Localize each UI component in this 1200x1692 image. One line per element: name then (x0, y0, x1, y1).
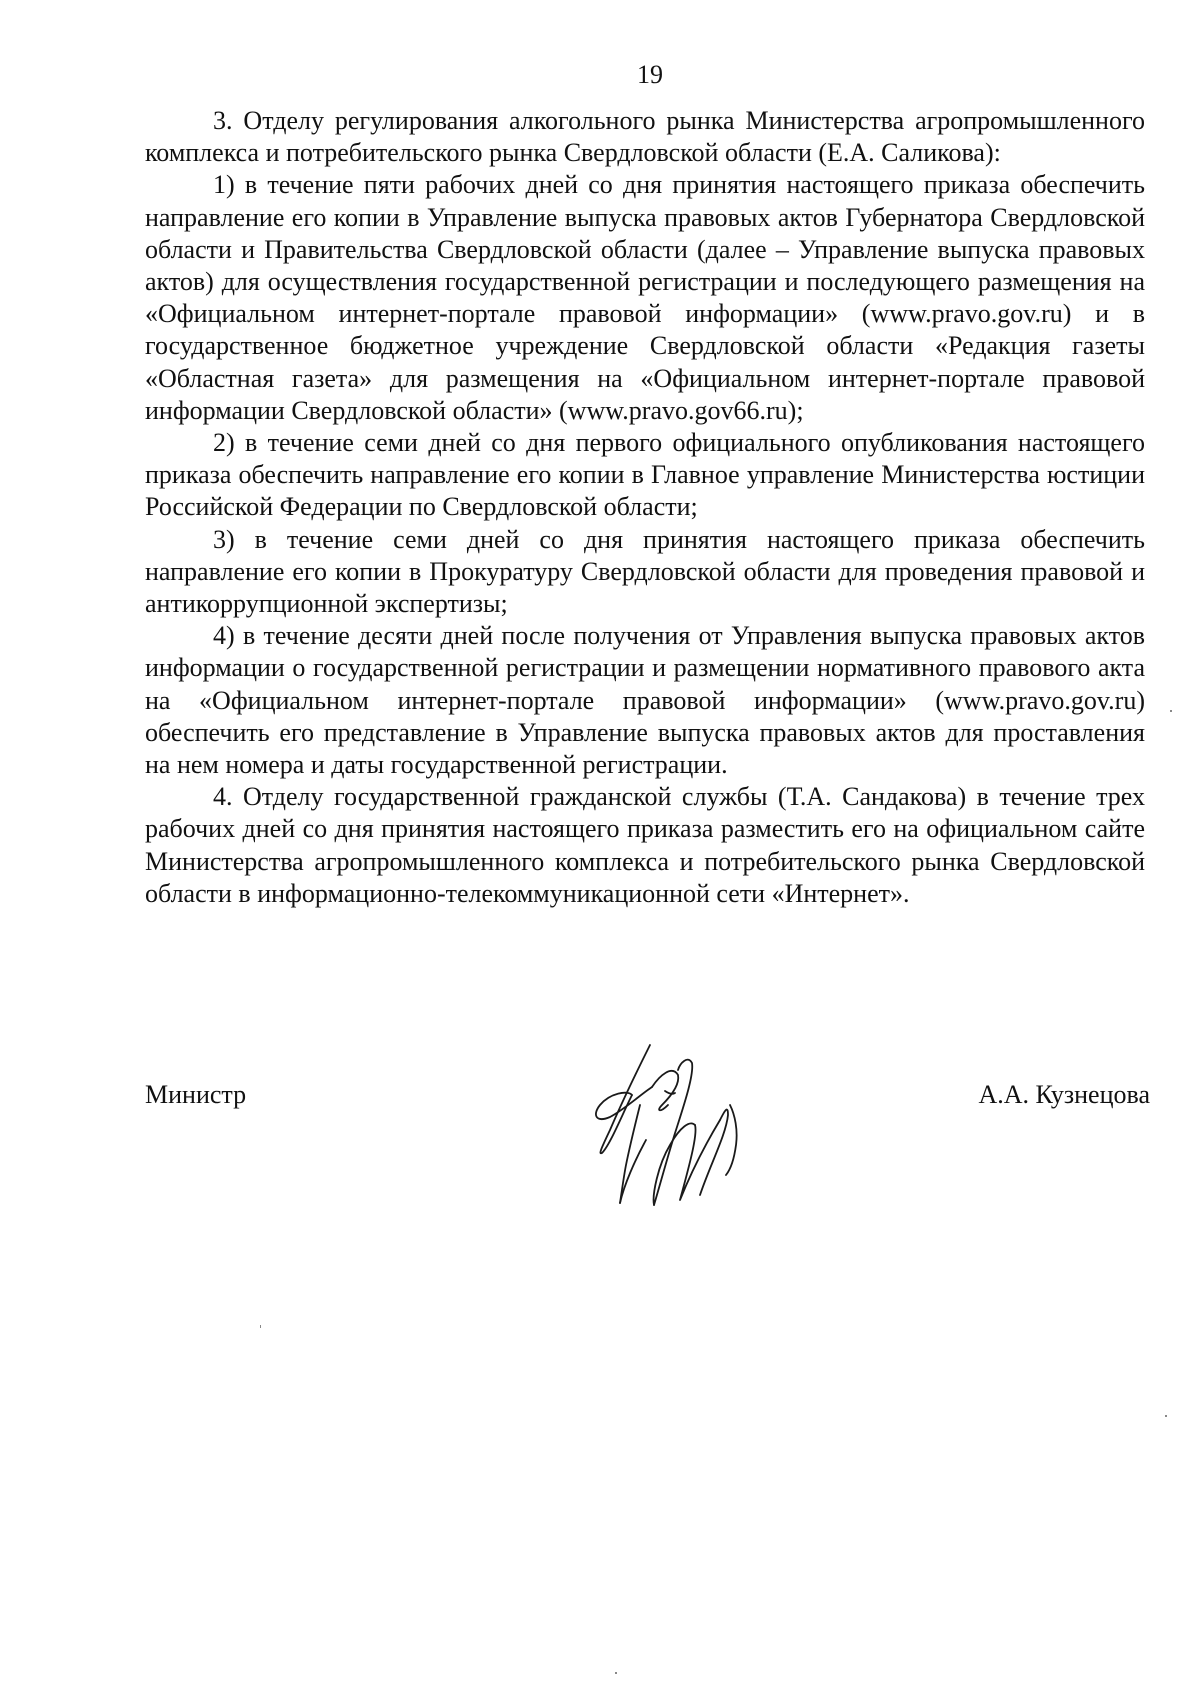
paragraph-section-4: 4. Отделу государственной гражданской службы (Т.А. Сандакова) в течение трех рабочих дней со дня принятия настоящего приказа разместить его на официальном сайте Министерства агропромышленного комплекса и потребительского рынка Свердловской области в информационно-телекоммуникационной сети «Интернет». (145, 782, 1145, 908)
document-body (145, 105, 1145, 910)
scan-speck (615, 1672, 617, 1674)
scan-speck (1165, 1415, 1167, 1417)
paragraph-item-2: 2) в течение семи дней со дня первого официального опубликования настоящего приказа обеспечить направление его копии в Главное управление Министерства юстиции Российской Федерации по Свердловской области; (145, 428, 1145, 522)
paragraph-item-1: 1) в течение пяти рабочих дней со дня принятия настоящего приказа обеспечить направление его копии в Управление выпуска правовых актов Губернатора Свердловской области и Правительства Свердловской области (далее – Управление выпуска правовых актов) для осуществления государственной регистрации и последующего размещения на «Официальном интернет-портале правовой информации» (www.pravo.gov.ru) и в государственное бюджетное учреждение Свердловской области «Редакция газеты «Областная газета» для размещения на «Официальном интернет-портале правовой информации Свердловской области» (www.pravo.gov66.ru); (145, 170, 1145, 425)
paragraph-item-4: 4) в течение десяти дней после получения от Управления выпуска правовых актов информации о государственной регистрации и размещении нормативного правового акта на «Официальном интернет-портале правовой информации» (www.pravo.gov.ru) обеспечить его представление в Управление выпуска правовых актов для проставления на нем номера и даты государственной регистрации. (145, 621, 1145, 780)
signatory-position: Министр (145, 1080, 247, 1109)
handwritten-signature (580, 1035, 750, 1215)
paragraph-item-3: 3) в течение семи дней со дня принятия настоящего приказа обеспечить направление его копии в Прокуратуру Свердловской области для проведения правовой и антикоррупционной экспертизы; (145, 524, 1145, 619)
scan-speck (1170, 710, 1172, 712)
page-number: 19 (637, 60, 663, 89)
signatory-name: А.А. Кузнецова (978, 1080, 1150, 1109)
paragraph-section-3: 3. Отделу регулирования алкогольного рынка Министерства агропромышленного комплекса и потребительского рынка Свердловской области (Е.А. Саликова): (145, 106, 1145, 168)
scan-speck (260, 1325, 261, 1328)
